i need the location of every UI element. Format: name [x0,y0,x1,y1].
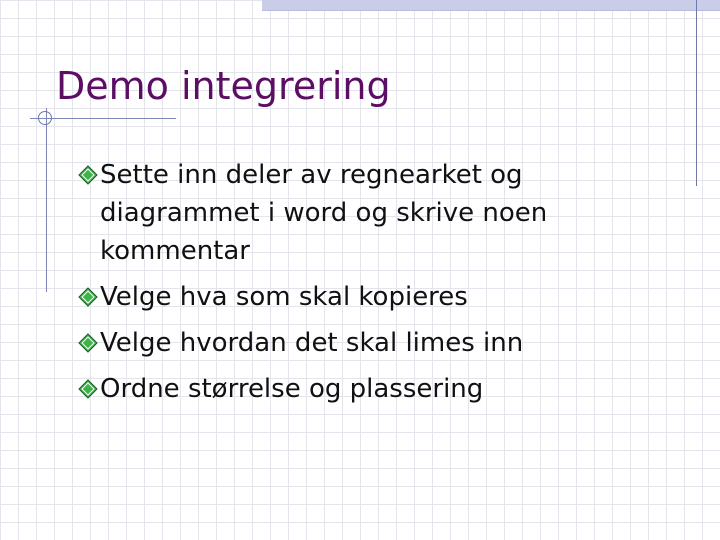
bullet-text: Velge hvordan det skal limes inn [100,328,524,358]
bullet-item [78,156,618,270]
right-decorative-rule [696,0,697,186]
diamond-bullet-icon [78,165,98,185]
diamond-bullet-icon [78,333,98,353]
diamond-bullet-icon [78,287,98,307]
slide-title: Demo integrering [56,64,391,108]
left-decorative-rule [46,108,47,292]
bullet-item [78,278,618,316]
top-decorative-band [262,0,720,11]
bullet-list [78,156,618,416]
diamond-bullet-icon [78,379,98,399]
bullet-text: Velge hva som skal kopieres [100,282,468,312]
corner-circle-mark [38,111,52,125]
bullet-item [78,370,618,408]
bullet-item [78,324,618,362]
bullet-text: Ordne størrelse og plassering [100,374,484,404]
bullet-text: Sette inn deler av regnearket og diagrammet i word og skrive noen kommentar [100,160,548,266]
